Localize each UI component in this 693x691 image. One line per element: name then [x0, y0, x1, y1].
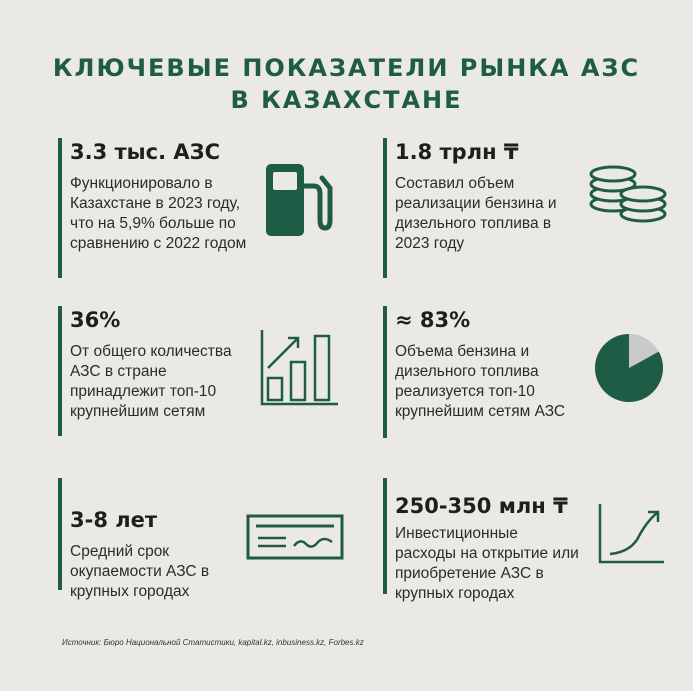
- title-line-2: В КАЗАХСТАНЕ: [230, 86, 463, 114]
- card-accent-bar: [58, 478, 62, 590]
- desc-line: крупных городах: [395, 585, 515, 602]
- card-description: [395, 342, 565, 422]
- desc-line: приобретение АЗС в: [395, 565, 544, 582]
- desc-line: Составил объем: [395, 175, 515, 192]
- desc-line: От общего количества: [70, 343, 232, 360]
- desc-line: дизельного топлива в: [395, 215, 552, 232]
- desc-line: расходы на открытие или: [395, 545, 579, 562]
- desc-line: крупнейшим сетям АЗС: [395, 403, 566, 420]
- fuel-pump-icon: [262, 160, 334, 240]
- card-headline: 1.8 трлн ₸: [395, 140, 519, 164]
- desc-line: Средний срок: [70, 543, 170, 560]
- card-description: [395, 524, 579, 604]
- card-headline: 250-350 млн ₸: [395, 494, 568, 518]
- card-accent-bar: [58, 306, 62, 436]
- card-accent-bar: [383, 138, 387, 278]
- desc-line: реализуется топ-10: [395, 383, 535, 400]
- card-headline: 36%: [70, 308, 121, 332]
- desc-line: крупных городах: [70, 583, 190, 600]
- desc-line: принадлежит топ-10: [70, 383, 217, 400]
- coins-icon: [585, 158, 671, 228]
- card-headline: ≈ 83%: [395, 308, 471, 332]
- card-description: [70, 342, 232, 422]
- desc-line: сравнению с 2022 годом: [70, 235, 247, 252]
- card-description: [70, 542, 209, 602]
- card-accent-bar: [383, 478, 387, 594]
- desc-line: крупнейшим сетям: [70, 403, 206, 420]
- card-description: [395, 174, 557, 254]
- desc-line: Инвестиционные: [395, 525, 518, 542]
- desc-line: АЗС в стране: [70, 363, 167, 380]
- desc-line: дизельного топлива: [395, 363, 539, 380]
- desc-line: Казахстане в 2023 году,: [70, 195, 241, 212]
- source-note: Источник: Бюро Национальной Статистики, kapital.kz, inbusiness.kz, Forbes.kz: [62, 638, 364, 647]
- card-accent-bar: [58, 138, 62, 278]
- card-accent-bar: [383, 306, 387, 438]
- desc-line: Функционировало в: [70, 175, 213, 192]
- desc-line: что на 5,9% больше по: [70, 215, 236, 232]
- card-headline: 3-8 лет: [70, 508, 158, 532]
- bar-growth-icon: [258, 326, 342, 408]
- desc-line: реализации бензина и: [395, 195, 557, 212]
- desc-line: окупаемости АЗС в: [70, 563, 210, 580]
- desc-line: 2023 году: [395, 235, 465, 252]
- desc-line: Объема бензина и: [395, 343, 530, 360]
- title-line-1: КЛЮЧЕВЫЕ ПОКАЗАТЕЛИ РЫНКА АЗС: [52, 54, 641, 82]
- pie-chart-icon: [592, 331, 666, 405]
- check-icon: [246, 514, 344, 560]
- card-description: [70, 174, 246, 254]
- growth-curve-icon: [596, 502, 666, 566]
- card-headline: 3.3 тыс. АЗС: [70, 140, 220, 164]
- page-title: [0, 52, 693, 116]
